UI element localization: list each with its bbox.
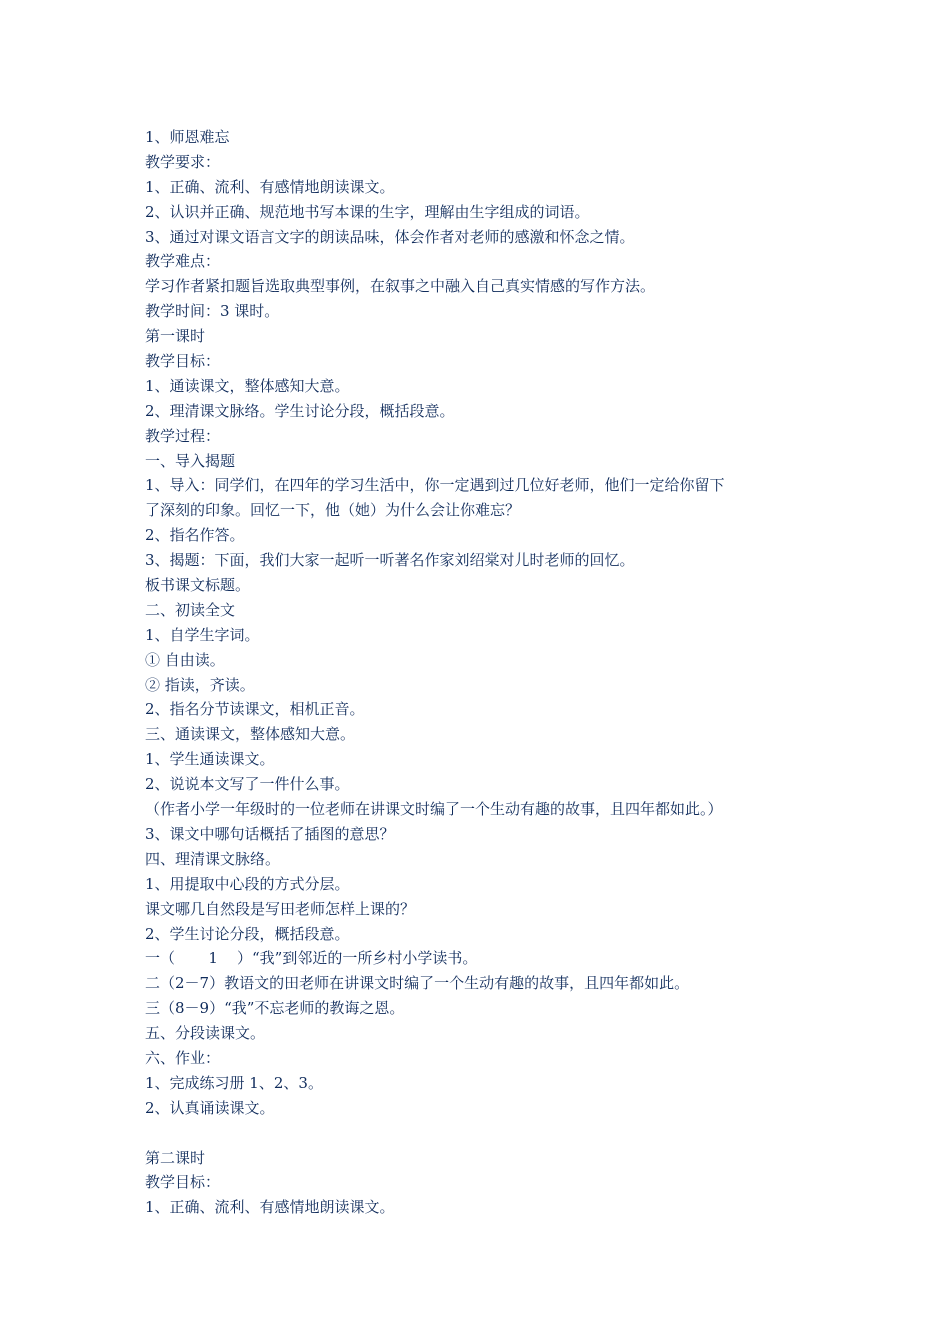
text-line: 1、自学生字词。 xyxy=(145,625,260,644)
text-line: 2、指名分节读课文，相机正音。 xyxy=(145,700,365,719)
document-body xyxy=(145,125,805,1220)
text-line: 了深刻的印象。回忆一下，他（她）为什么会让你难忘？ xyxy=(145,501,521,520)
section-heading: 一、导入揭题 xyxy=(145,451,236,470)
blank-line xyxy=(145,1121,805,1146)
text-line: 2、认真诵读课文。 xyxy=(145,1098,275,1117)
section-heading: 教学难点： xyxy=(145,252,221,271)
text-line: 3、课文中哪句话概括了插图的意思？ xyxy=(145,824,395,843)
lesson-title: 1、师恩难忘 xyxy=(145,128,230,146)
text-line: 板书课文标题。 xyxy=(145,576,251,595)
text-line: 2、学生讨论分段，概括段意。 xyxy=(145,924,350,943)
text-line: 1、正确、流利、有感情地朗读课文。 xyxy=(145,177,395,196)
text-line: 1、完成练习册 1、2、3。 xyxy=(145,1073,323,1092)
text-line: 1、导入：同学们，在四年的学习生活中，你一定遇到过几位好老师，他们一定给你留下 xyxy=(145,476,725,495)
text-line: 1、正确、流利、有感情地朗读课文。 xyxy=(145,1198,395,1217)
text-line: 三（8－9）“我”不忘老师的教诲之恩。 xyxy=(145,999,405,1018)
text-line: 学习作者紧扣题旨选取典型事例，在叙事之中融入自己真实情感的写作方法。 xyxy=(145,277,656,296)
text-line: 1、通读课文，整体感知大意。 xyxy=(145,376,350,395)
section-heading: 四、理清课文脉络。 xyxy=(145,849,281,868)
text-line: 3、通过对课文语言文字的朗读品味，体会作者对老师的感激和怀念之情。 xyxy=(145,227,635,246)
section-heading: 教学要求： xyxy=(145,152,221,171)
text-line: 二（2－7）教语文的田老师在讲课文时编了一个生动有趣的故事，且四年都如此。 xyxy=(145,974,690,993)
text-line: 2、指名作答。 xyxy=(145,526,245,545)
section-heading: 五、分段读课文。 xyxy=(145,1024,266,1043)
text-line: 一（ 1 ）“我”到邻近的一所乡村小学读书。 xyxy=(145,949,478,968)
text-line: 2、说说本文写了一件什么事。 xyxy=(145,775,350,794)
text-line: 课文哪几自然段是写田老师怎样上课的？ xyxy=(145,899,416,918)
section-heading: 三、通读课文，整体感知大意。 xyxy=(145,725,356,744)
section-heading: 六、作业： xyxy=(145,1048,221,1067)
section-heading: 第二课时 xyxy=(145,1148,206,1167)
text-line: ② 指读，齐读。 xyxy=(145,675,255,694)
section-heading: 第一课时 xyxy=(145,327,206,346)
section-heading: 二、初读全文 xyxy=(145,600,236,619)
section-heading: 教学过程： xyxy=(145,426,221,445)
text-line: 2、认识并正确、规范地书写本课的生字，理解由生字组成的词语。 xyxy=(145,202,590,221)
text-line: 3、揭题：下面，我们大家一起听一听著名作家刘绍棠对儿时老师的回忆。 xyxy=(145,551,635,570)
text-line: 2、理清课文脉络。学生讨论分段，概括段意。 xyxy=(145,401,455,420)
text-line: ① 自由读。 xyxy=(145,650,225,669)
text-line: 教学时间：3 课时。 xyxy=(145,302,280,321)
text-line: 1、用提取中心段的方式分层。 xyxy=(145,874,350,893)
section-heading: 教学目标： xyxy=(145,352,221,371)
text-line: （作者小学一年级时的一位老师在讲课文时编了一个生动有趣的故事，且四年都如此。） xyxy=(145,800,723,819)
section-heading: 教学目标： xyxy=(145,1173,221,1192)
text-line: 1、学生通读课文。 xyxy=(145,750,275,769)
